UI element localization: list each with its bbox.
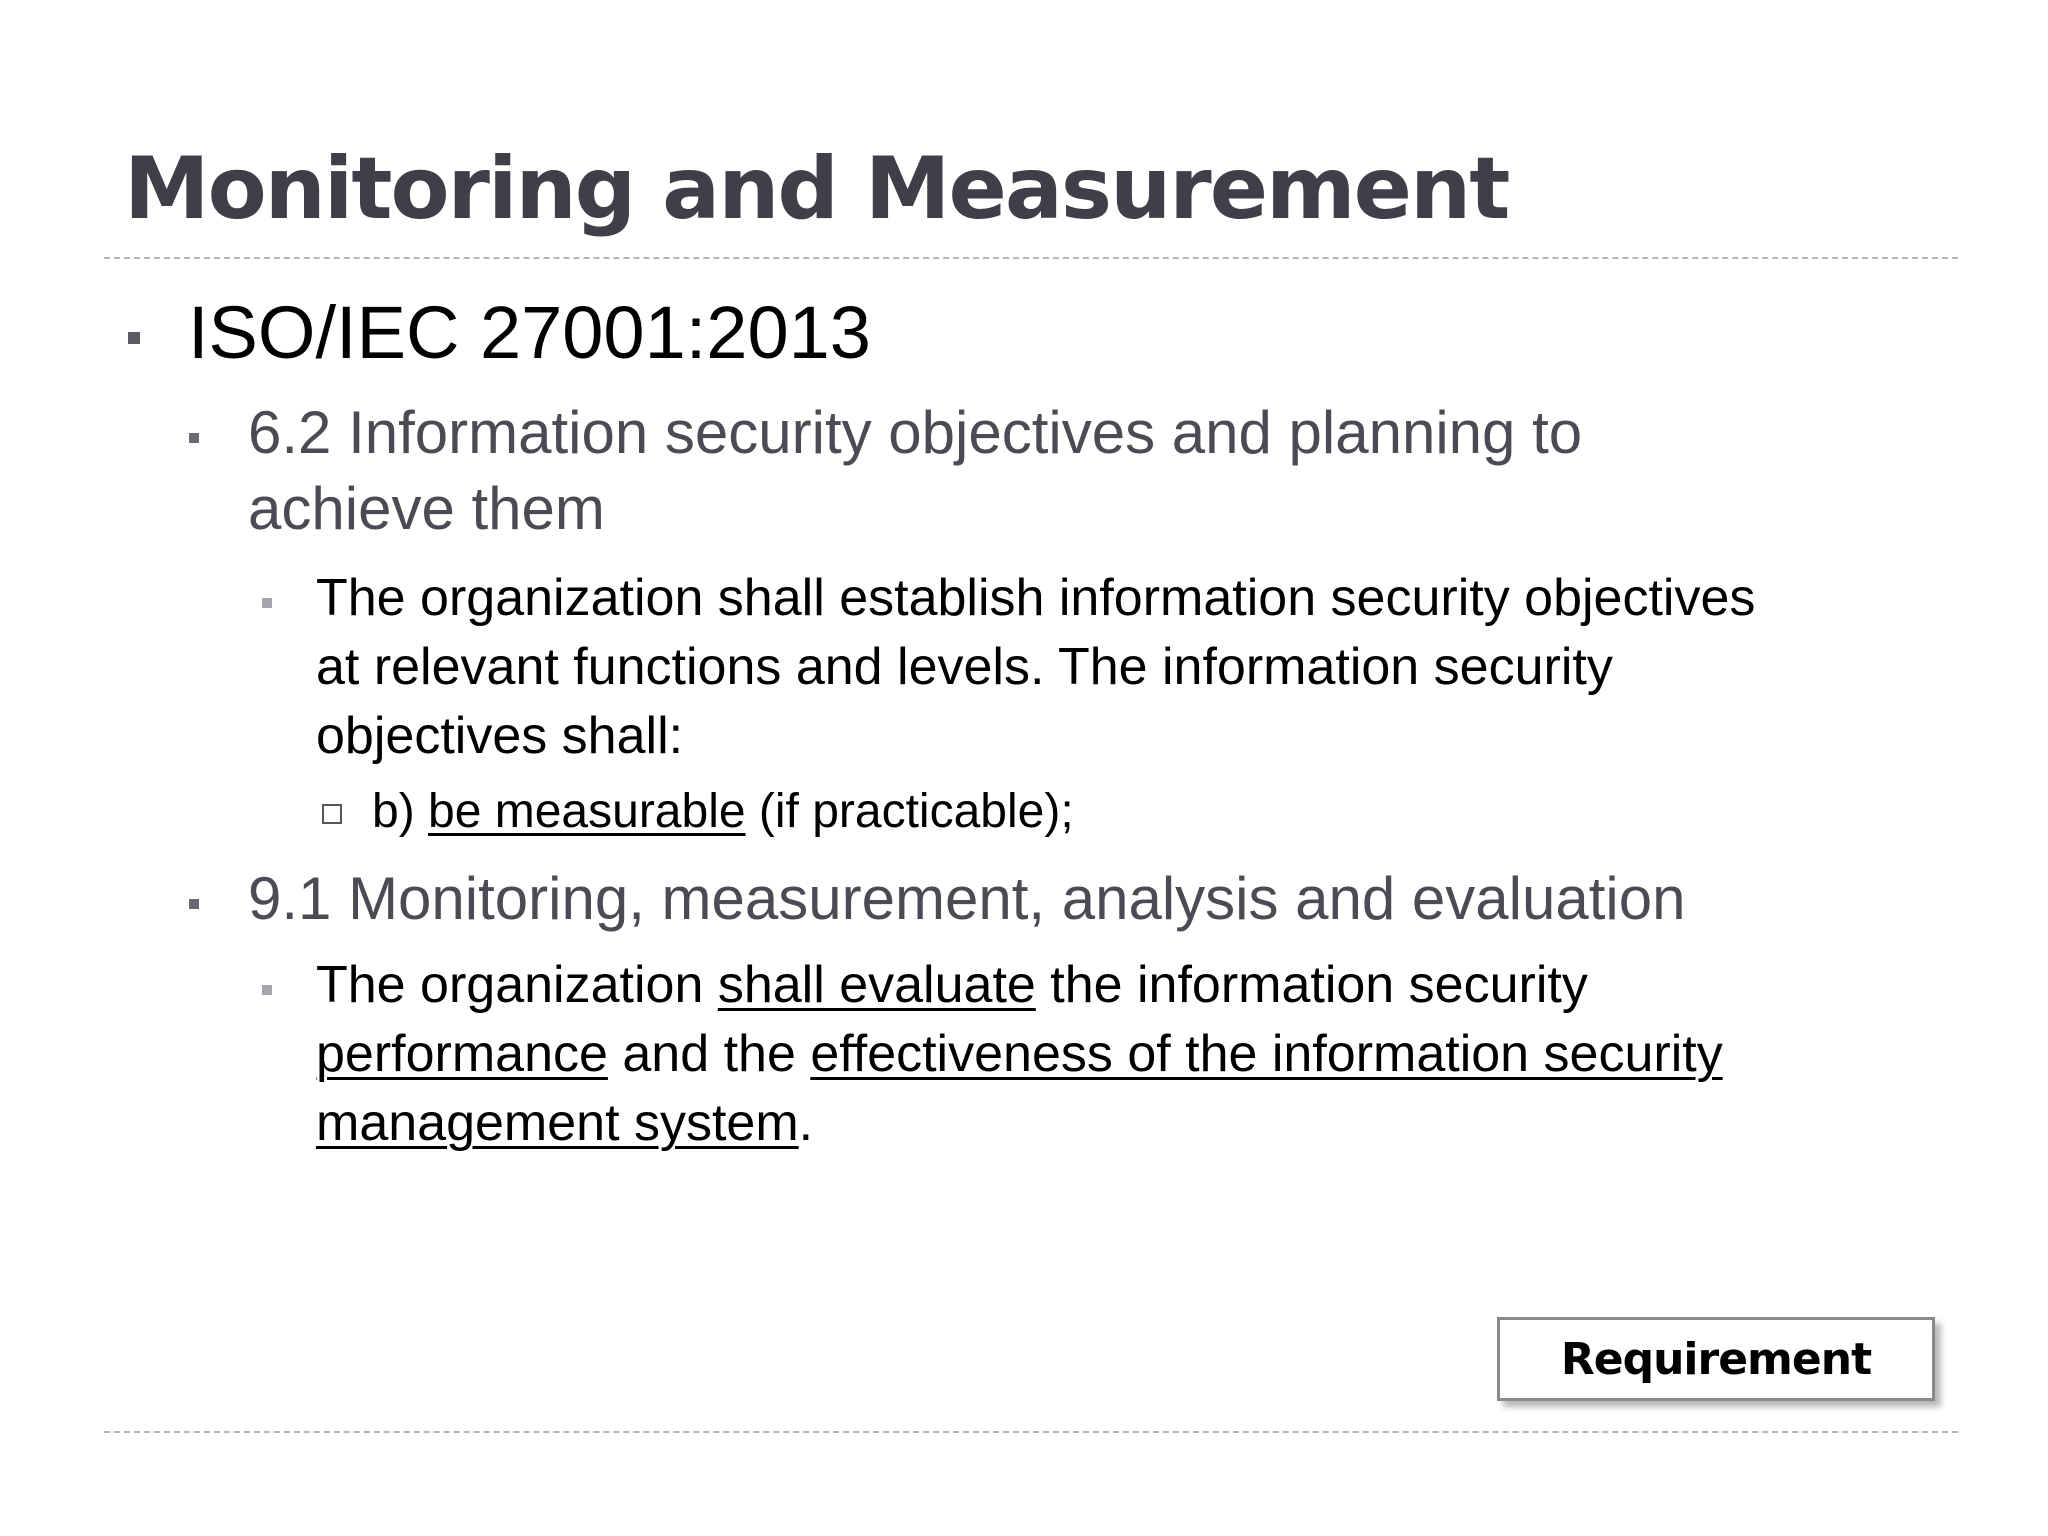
requirement-badge: Requirement: [1497, 1317, 1935, 1401]
clause-6-2-line-2: achieve them: [248, 475, 605, 542]
item-b-underlined: be measurable: [428, 785, 746, 838]
clause-9-1-body: [316, 951, 1723, 1158]
clause-9-1-l3-after: .: [798, 1094, 814, 1152]
title-divider: [104, 257, 1958, 259]
clause-9-1-l1-underlined: shall evaluate: [717, 956, 1036, 1014]
footer-divider: [104, 1431, 1958, 1433]
clause-6-2-body-line-2: at relevant functions and levels. The information security: [316, 638, 1613, 696]
square-bullet-icon: [189, 899, 199, 909]
square-bullet-icon: [262, 985, 272, 995]
clause-9-1-l2-underlined-b: effectiveness of the information security: [810, 1025, 1723, 1083]
clause-9-1-l2-middle: and the: [607, 1025, 811, 1083]
clause-6-2-line-1: 6.2 Information security objectives and planning to: [248, 399, 1583, 466]
item-b-prefix: b): [372, 785, 429, 838]
bullet-clause-6-2-text: [262, 564, 1755, 771]
clause-9-1-l2-underlined-a: performance: [316, 1025, 608, 1083]
square-bullet-icon: [189, 433, 199, 443]
clause-6-2-body-line-3: objectives shall:: [316, 707, 684, 765]
clause-6-2-heading: [248, 395, 1582, 547]
bullet-clause-9-1-text: [262, 951, 1723, 1158]
clause-9-1-l3-underlined: management system: [316, 1094, 799, 1152]
square-bullet-icon: [262, 598, 272, 608]
bullet-clause-6-2-item-b: [322, 782, 1074, 842]
standard-label: ISO/IEC 27001:2013: [188, 291, 871, 374]
clause-6-2-body-line-1: The organization shall establish information security objectives: [316, 569, 1756, 627]
clause-9-1-l1-before: The organization: [316, 956, 718, 1014]
slide-title: Monitoring and Measurement: [124, 139, 1509, 239]
clause-6-2-item-b-text: [372, 782, 1074, 842]
bullet-standard: [128, 290, 871, 376]
bullet-clause-9-1: [189, 861, 1685, 937]
bullet-clause-6-2: [189, 395, 1582, 547]
item-b-suffix: (if practicable);: [745, 785, 1074, 838]
clause-9-1-l1-after: the information security: [1035, 956, 1588, 1014]
square-bullet-icon: [128, 332, 140, 344]
clause-6-2-body: [316, 564, 1755, 771]
clause-9-1-heading: 9.1 Monitoring, measurement, analysis and evaluation: [248, 865, 1686, 932]
hollow-square-bullet-icon: [322, 804, 342, 824]
